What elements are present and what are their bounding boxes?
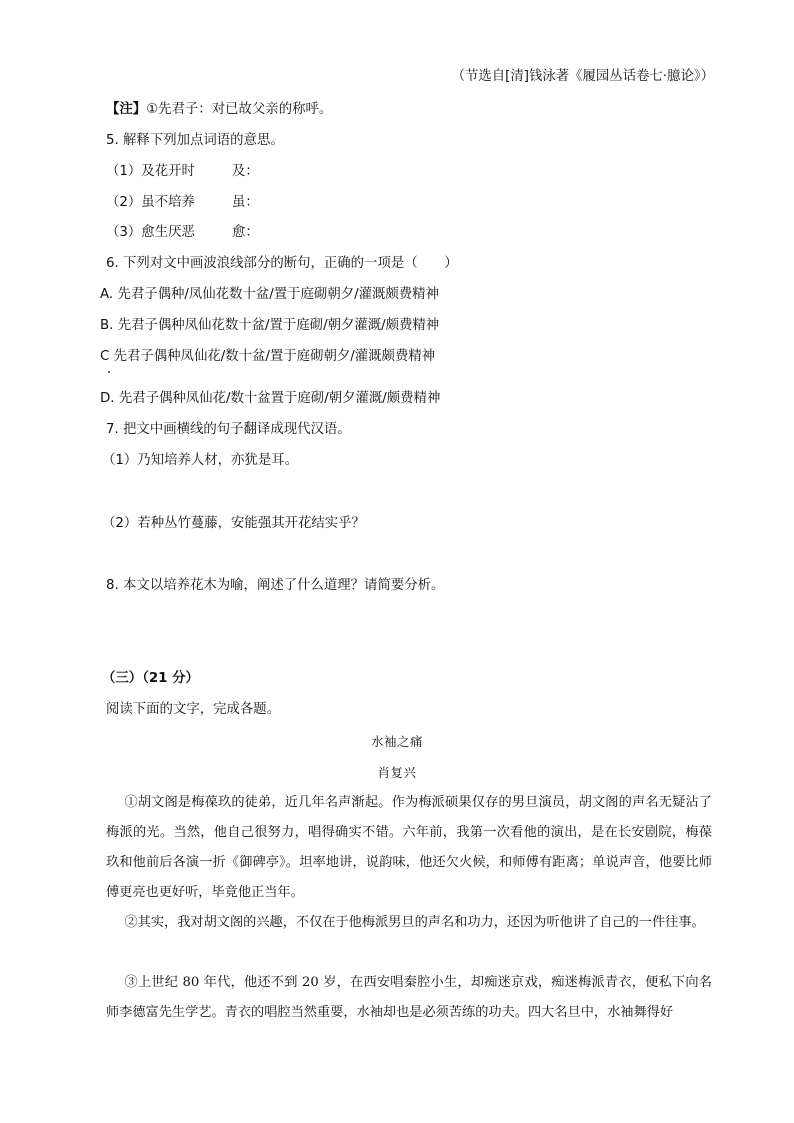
q5-word-2: 虽：: [232, 195, 259, 210]
question-6-option-c: C 先君子偶种凤仙花/数十盆/置于庭砌朝夕/灌溉颇费精神: [100, 349, 436, 364]
q5-word-3: 愈：: [232, 225, 259, 240]
note-prefix: 【注】: [106, 102, 147, 117]
story-paragraph-1: ①胡文阁是梅葆玖的徒弟，近几年名声渐起。作为梅派硕果仅存的男旦演员，胡文阁的声名无疑沾了梅派的光。当然，他自己很努力，唱得确实不错。六年前，我第一次看他的演出，是在长安剧院，梅葆玖和他前后各演一折《御碑亭》。坦率地讲，说韵味，他还欠火候，和师傅有距离；单说声音，他要比师傅更亮也更好听，毕竟他正当年。: [106, 795, 712, 900]
annotation-note: [106, 101, 332, 119]
section-3-heading: （三）（21 分）: [102, 671, 199, 686]
question-5-item-3: [106, 224, 259, 242]
question-6-option-b: B. 先君子偶种凤仙花数十盆/置于庭砌/朝夕灌溉/颇费精神: [100, 318, 440, 333]
question-5-item-1: [106, 163, 259, 181]
question-5-item-2: [106, 194, 259, 212]
story-paragraph-3: ③上世纪 80 年代，他还不到 20 岁，在西安唱秦腔小生，却痴迷京戏，痴迷梅派青衣，便私下向名师李德富先生学艺。青衣的唱腔当然重要，水袖却也是必须苦练的功夫。四大名旦中，水袖舞得好: [106, 975, 712, 1020]
question-7-item-1: （1）乃知培养人材，亦犹是耳。: [102, 453, 298, 468]
option-c-dot-mark: [108, 371, 110, 373]
question-7-item-2: （2）若种丛竹蔓藤，安能强其开花结实乎？: [102, 516, 365, 531]
story-title: 水袖之痛: [370, 734, 423, 749]
q5-phrase-3: （3）愈生厌恶: [106, 225, 195, 240]
question-6-option-d: D. 先君子偶种凤仙花/数十盆置于庭砌/朝夕灌溉/颇费精神: [100, 391, 441, 406]
question-8-title: 8. 本文以培养花木为喻，阐述了什么道理？请简要分析。: [106, 578, 445, 593]
question-6-title: 6. 下列对文中画波浪线部分的断句，正确的一项是（ ）: [106, 256, 458, 271]
q5-word-1: 及：: [232, 164, 259, 179]
story-author: 肖复兴: [377, 765, 417, 780]
section-3-instruction: 阅读下面的文字，完成各题。: [106, 702, 281, 717]
question-7-title: 7. 把文中画横线的句子翻译成现代汉语。: [106, 422, 351, 437]
source-citation: （节选自[清]钱泳著《履园丛话卷七·臆论》）: [451, 69, 714, 84]
q5-phrase-2: （2）虽不培养: [106, 195, 195, 210]
question-6-option-a: A. 先君子偶种/凤仙花数十盆/置于庭砌朝夕/灌溉颇费精神: [100, 287, 439, 302]
question-5-title: 5. 解释下列加点词语的意思。: [106, 133, 284, 148]
story-paragraph-2: ②其实，我对胡文阁的兴趣，不仅在于他梅派男旦的声名和功力，还因为听他讲了自己的一件往事。: [124, 915, 705, 930]
note-text: ①先君子：对已故父亲的称呼。: [146, 102, 333, 117]
q5-phrase-1: （1）及花开时: [106, 164, 195, 179]
